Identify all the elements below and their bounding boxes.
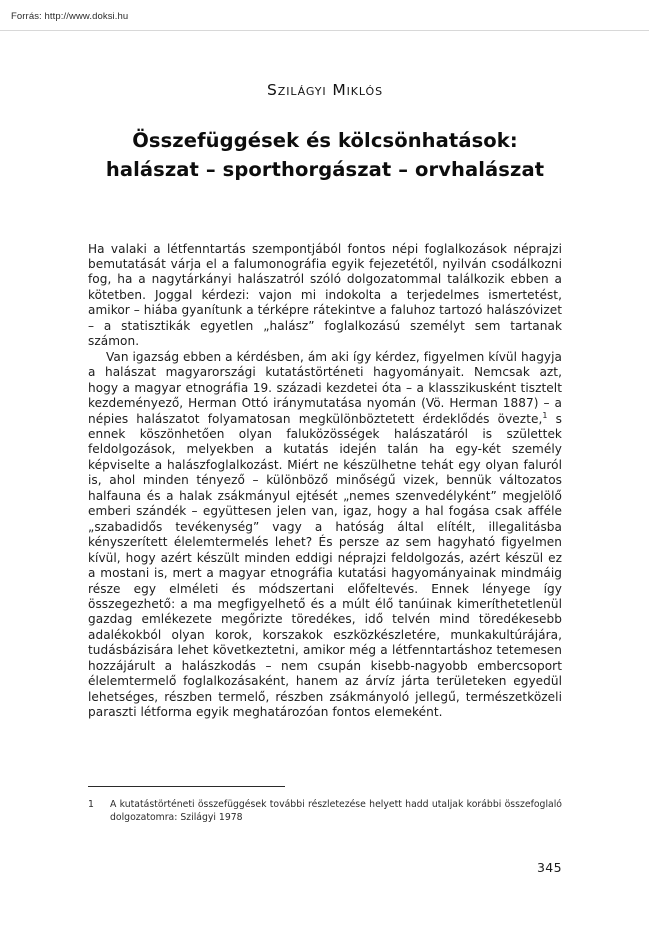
article-title xyxy=(88,126,562,185)
article-title-line-1: Összefüggések és kölcsönhatások: xyxy=(132,129,518,153)
article-body xyxy=(88,242,562,721)
footnote-separator xyxy=(88,786,285,787)
body-paragraph-2-part-b: s ennek köszönhetően olyan faluközösségek halászatáról is születtek feldolgozások, melyekben a kutatás idején talán ha egy-két személy képviselte a halászfoglalkozást. Miért ne készülhetne tehát egy olyan faluról is, ahol minden tényező – különböző minőségű vizek, bennük változatos halfauna és a halak zsákmányul ejtését „nemes szenvedélyként” megjelölő emberi szándék – együttesen jelen van, igaz, hogy a hal fogása csak afféle „szabadidős tevékenység” vagy a hatóság által elítélt, illegalitásba kényszerített élelemtermelés lehet? És persze az sem hagyható figyelmen kívül, hogy azért készült minden eddigi néprajzi feldolgozás, azért készül ez a mostani is, mert a magyar etnográfia kutatási hagyományainak mindmáig része egy elméleti és módszertani előfeltevés. Ennek lényege így összegezhető: a ma megfigyelhető és a múlt élő tanúinak kimeríthetetlenül gazdag emlékezete megőrizte töredékes, idő telvén mind töredékesebb adalékokból olyan korok, korszakok eszközkészletére, munkakultúrájára, tudásbázisára lehet következtetni, amikor még a létfenntartáshoz tetemesen hozzájárult a halászkodás – nem csupán kisebb-nagyobb embercsoport élelemtermelő foglalkozásaként, hanem az árvíz járta területeken egyedül lehetséges, részben termelő, részben zsákmányoló jellegű, természetközeli paraszti létforma egyik meghatározóan fontos elemeként. xyxy=(88,411,562,720)
body-paragraph-2 xyxy=(88,350,562,721)
page-number: 345 xyxy=(536,860,562,875)
footnote-block xyxy=(88,786,562,824)
body-paragraph-2-part-a: Van igazság ebben a kérdésben, ám aki így kérdez, figyelmen kívül hagyja a halászat magyarországi kutatástörténeti hagyományait. Nemcsak azt, hogy a magyar etnográfia 19. századi kezdetei óta – a klasszikusként tisztelt kezdeményező, Herman Ottó iránymutatása nyomán (Vö. Herman 1887) – a népies halászatot folyamatosan megkülönböztetett érdeklődés övezte, xyxy=(88,349,562,426)
source-url-header: Forrás: http://www.doksi.hu xyxy=(11,11,129,22)
article-author: Szilágyi Miklós xyxy=(267,81,383,99)
footnote-text: A kutatástörténeti összefüggések további részletezése helyett hadd utaljak korábbi összefoglaló dolgozatomra: Szilágyi 1978 xyxy=(110,799,562,824)
article-title-line-2: halászat – sporthorgászat – orvhalászat xyxy=(105,158,545,182)
article-content xyxy=(88,0,562,721)
body-paragraph-1: Ha valaki a létfenntartás szempontjából fontos népi foglalkozások néprajzi bemutatását várja el a falumonográfia egyik fejezetétől, nyilván csodálkozni fog, ha a nagytárkányi halászatról szóló dolgozatommal találkozik ebben a kötetben. Joggal kérdezi: vajon mi indokolta a terjedelmes ismertetést, amikor – hiába gyanítunk a térképre rátekintve a faluhoz tartozó halászóvizet – a statisztikák egyetlen „halász” foglalkozású személyt sem tartanak számon. xyxy=(88,241,562,349)
footnote-reference-1[interactable]: 1 xyxy=(542,410,548,420)
footnote-number: 1 xyxy=(88,799,94,811)
footnote-item xyxy=(88,798,562,824)
